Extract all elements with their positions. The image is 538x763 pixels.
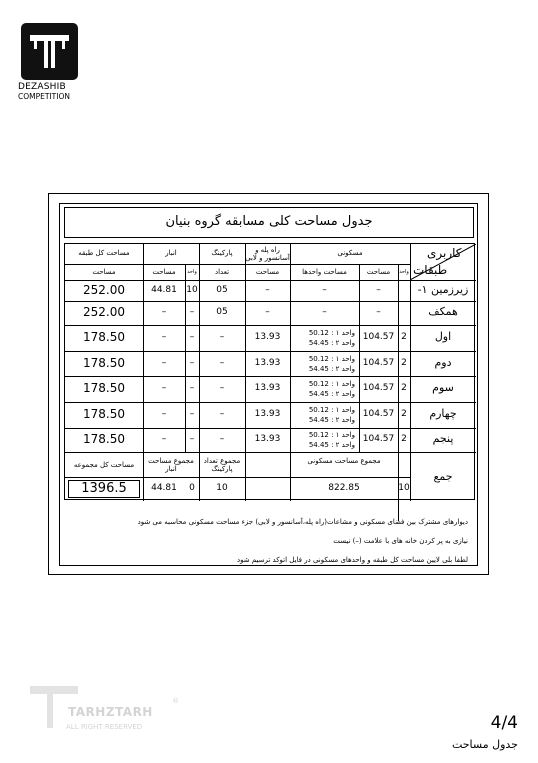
header-parking: پارکینگ bbox=[211, 249, 233, 257]
residential-area-cell: 104.57 bbox=[362, 409, 395, 419]
watermark-subtitle: ALL RIGHT RESERVED bbox=[66, 723, 143, 731]
residential-count-cell: 2 bbox=[401, 409, 407, 419]
storage-area-cell: – bbox=[161, 357, 167, 368]
table-title-box bbox=[64, 207, 474, 238]
brand-subtitle: COMPETITION bbox=[18, 92, 70, 101]
parking-count-cell: 05 bbox=[216, 284, 228, 295]
watermark-text: TARHZTARH bbox=[68, 705, 153, 719]
residential-area-cell: 104.57 bbox=[362, 434, 395, 444]
stairs-area-cell: 13.93 bbox=[254, 409, 281, 419]
storage-area-cell: – bbox=[161, 383, 167, 393]
parking-count-cell: – bbox=[219, 357, 225, 368]
header-residential-area: مساحت bbox=[366, 268, 391, 276]
stairs-area-cell: – bbox=[265, 307, 270, 317]
header-floor-total-area: مساحت bbox=[92, 268, 116, 276]
watermark-logo-stem bbox=[47, 694, 53, 728]
residential-count-cell: 2 bbox=[401, 357, 407, 368]
header-residential: مسکونی bbox=[337, 249, 363, 257]
header-storage: انبار bbox=[165, 249, 177, 257]
table-title: جدول مساحت کلی مسابقه گروه بنیان bbox=[165, 214, 373, 229]
grand-total-title: مساحت کل مجموعه bbox=[73, 461, 135, 469]
header-parking-count: تعداد bbox=[214, 268, 230, 276]
floor-label: زیرزمین ۱- bbox=[417, 282, 469, 296]
residential-area-cell: – bbox=[376, 284, 381, 295]
stairs-area-cell: 13.93 bbox=[254, 383, 281, 393]
storage-total-title: مجموع مساحت انبار bbox=[148, 457, 194, 473]
parking-count-cell: – bbox=[219, 383, 225, 393]
header-floors: طبقات bbox=[413, 263, 448, 277]
page-caption: جدول مساحت bbox=[451, 738, 518, 751]
storage-count-cell: – bbox=[189, 383, 195, 393]
note-1: دیوارهای مشترک بین فضای مسکونی و مشاعات(راه پله،آسانسور و لابی) جزء مساحت مسکونی محاسبه می شود bbox=[137, 518, 468, 526]
unit-areas-cell: – bbox=[322, 284, 327, 295]
stairs-area-cell: 13.93 bbox=[254, 357, 281, 368]
header-storage-count: واحد bbox=[187, 269, 197, 275]
unit-area-1-cell: واحد ۱ : 50.12 bbox=[308, 380, 355, 388]
unit-areas-cell: – bbox=[322, 307, 327, 317]
residential-area-cell: 104.57 bbox=[362, 332, 395, 342]
storage-area-cell: 44.81 bbox=[151, 284, 177, 295]
floor-total-cell: 178.50 bbox=[83, 381, 125, 395]
floor-label: سوم bbox=[432, 381, 454, 394]
storage-area-cell: – bbox=[161, 332, 167, 342]
unit-area-1-cell: واحد ۱ : 50.12 bbox=[308, 406, 355, 414]
floor-total-cell: 178.50 bbox=[83, 407, 125, 421]
note-3: لطفا بلی لایین مساحت کل طبقه و واحدهای مسکونی در فایل اتوکد ترسیم شود bbox=[237, 556, 468, 564]
unit-area-2-cell: واحد ۲ : 54.45 bbox=[308, 441, 355, 449]
parking-count-cell: – bbox=[219, 332, 225, 342]
floor-label: اول bbox=[434, 330, 452, 343]
header-residential-count: واحد bbox=[399, 269, 409, 275]
storage-total-area: 44.81 bbox=[151, 483, 177, 493]
unit-area-1-cell: واحد ۱ : 50.12 bbox=[308, 354, 355, 363]
floor-label: چهارم bbox=[429, 407, 457, 420]
storage-count-cell: – bbox=[189, 307, 195, 317]
storage-count-cell: 10 bbox=[186, 284, 198, 295]
stairs-area-cell: – bbox=[265, 284, 270, 295]
floor-total-cell: 252.00 bbox=[83, 282, 125, 297]
residential-total-count: 10 bbox=[398, 483, 410, 493]
header-stairs-area: مساحت bbox=[255, 268, 280, 276]
area-table bbox=[64, 243, 475, 500]
residential-count-cell: 2 bbox=[401, 383, 407, 393]
storage-count-cell: – bbox=[189, 409, 195, 419]
floor-total-cell: 252.00 bbox=[83, 305, 125, 319]
residential-count-cell: 2 bbox=[401, 332, 407, 342]
parking-total-value: 10 bbox=[216, 483, 228, 493]
note-2: نیازی به پر کردن خانه های با علامت (–) نیست bbox=[333, 537, 468, 545]
header-floor-total: مساحت کل طبقه bbox=[78, 249, 130, 257]
storage-count-cell: – bbox=[189, 434, 195, 444]
dezashib-logo bbox=[21, 23, 78, 80]
floor-label: دوم bbox=[434, 355, 452, 369]
unit-area-2-cell: واحد ۲ : 54.45 bbox=[308, 390, 355, 398]
unit-area-2-cell: واحد ۲ : 54.45 bbox=[308, 364, 355, 373]
storage-area-cell: – bbox=[161, 434, 167, 444]
header-storage-area: مساحت bbox=[152, 268, 176, 276]
header-stairs: راه پله و آسانسور و لابی bbox=[245, 246, 290, 262]
storage-area-cell: – bbox=[161, 307, 167, 317]
residential-area-cell: – bbox=[376, 307, 381, 317]
stairs-area-cell: 13.93 bbox=[254, 434, 281, 444]
page-number: 4/4 bbox=[490, 713, 518, 733]
residential-total-title: مجموع مساحت مسکونی bbox=[307, 457, 381, 465]
storage-total-count: 0 bbox=[189, 483, 195, 493]
floor-label: همکف bbox=[428, 305, 458, 318]
storage-count-cell: – bbox=[189, 357, 195, 368]
floor-total-cell: 178.50 bbox=[83, 355, 125, 370]
header-usage: کاربری bbox=[427, 246, 462, 260]
residential-count-cell: 2 bbox=[401, 434, 407, 444]
parking-count-cell: 05 bbox=[216, 307, 228, 317]
residential-area-cell: 104.57 bbox=[362, 383, 395, 393]
header-residential-unit-areas: مساحت واحدها bbox=[302, 268, 347, 276]
stairs-area-cell: 13.93 bbox=[254, 332, 281, 342]
parking-total-title: مجموع تعداد پارکینگ bbox=[203, 457, 241, 473]
parking-count-cell: – bbox=[219, 434, 225, 444]
floor-total-cell: 178.50 bbox=[83, 330, 125, 344]
brand-name: DEZASHIB bbox=[18, 82, 66, 92]
unit-area-1-cell: واحد ۱ : 50.12 bbox=[308, 329, 355, 337]
residential-total-area: 822.85 bbox=[328, 483, 360, 493]
storage-count-cell: – bbox=[189, 332, 195, 342]
grand-total-value: 1396.5 bbox=[68, 480, 140, 498]
unit-area-1-cell: واحد ۱ : 50.12 bbox=[308, 431, 355, 439]
summary-label: جمع bbox=[433, 470, 453, 483]
watermark-registered: ® bbox=[172, 697, 179, 705]
unit-area-2-cell: واحد ۲ : 54.45 bbox=[308, 416, 355, 424]
watermark-logo-icon bbox=[30, 686, 78, 694]
floor-total-cell: 178.50 bbox=[83, 432, 125, 446]
residential-area-cell: 104.57 bbox=[362, 357, 395, 368]
floor-label: پنجم bbox=[432, 432, 454, 445]
unit-area-2-cell: واحد ۲ : 54.45 bbox=[308, 339, 355, 347]
storage-area-cell: – bbox=[161, 409, 167, 419]
parking-count-cell: – bbox=[219, 409, 225, 419]
